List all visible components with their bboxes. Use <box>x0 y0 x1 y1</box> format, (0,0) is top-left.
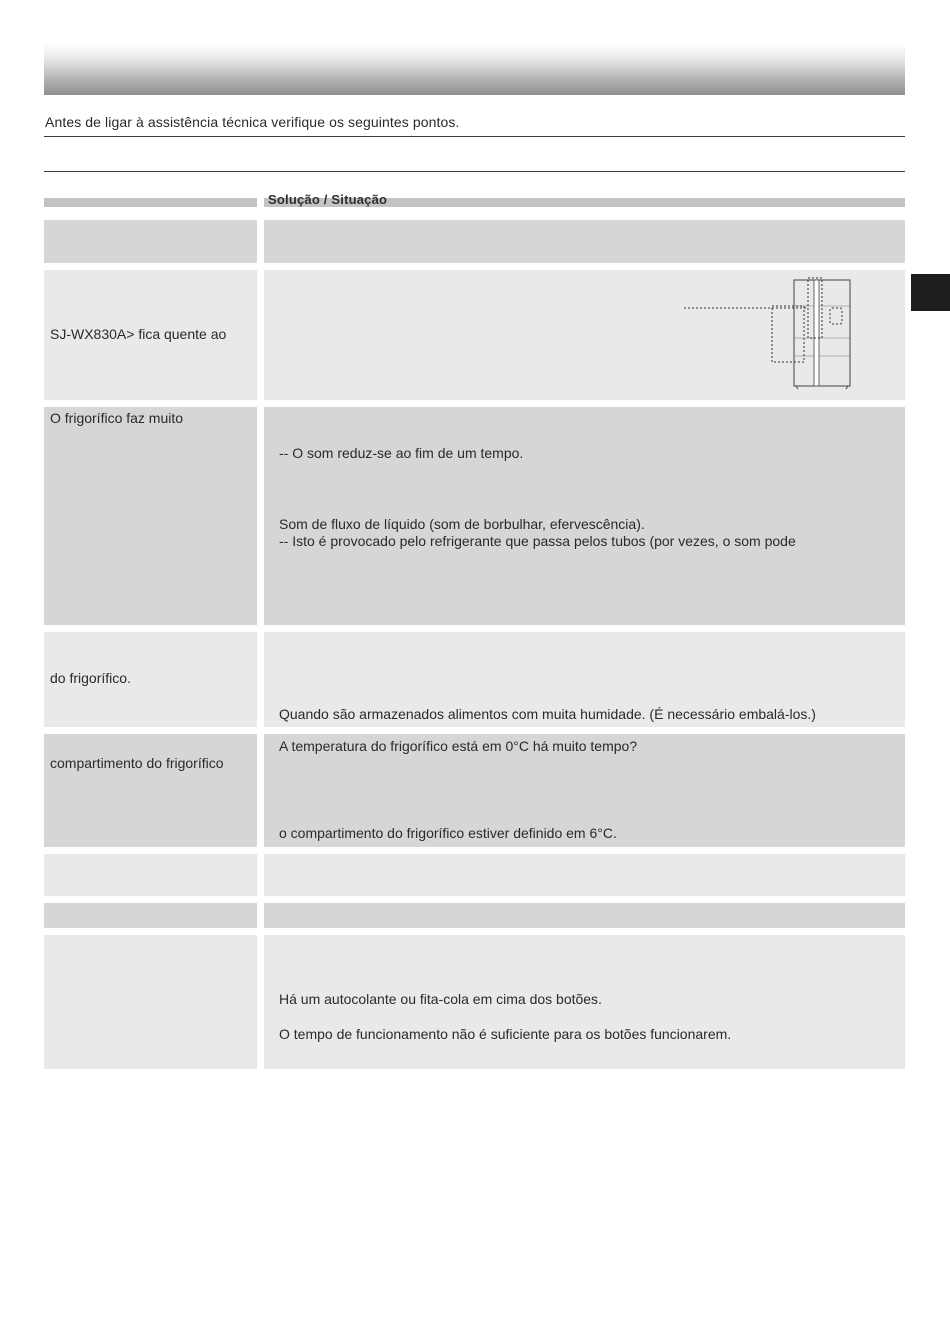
table-row-1-problem <box>44 220 257 263</box>
page-header-bar <box>44 44 905 95</box>
row-8-solution-line-2: O tempo de funcionamento não é suficiente para os botões funcionarem. <box>279 1026 732 1042</box>
row-3-problem-text: O frigorífico faz muito <box>50 410 184 426</box>
divider-bottom <box>44 171 905 172</box>
row-4-problem-text: do frigorífico. <box>50 670 131 686</box>
row-4-solution-line-1: Quando são armazenados alimentos com muita humidade. (É necessário embalá-los.) <box>279 706 816 722</box>
table-row-7-solution <box>264 903 905 928</box>
intro-text: Antes de ligar à assistência técnica verifique os seguintes pontos. <box>45 114 460 130</box>
column-header-solution-label: Solução / Situação <box>268 192 388 207</box>
table-row-6-problem <box>44 854 257 896</box>
table-row-5-problem <box>44 734 257 847</box>
table-row-1-solution <box>264 220 905 263</box>
row-5-problem-text: compartimento do frigorífico <box>50 755 224 771</box>
row-3-solution-line-1: -- O som reduz-se ao fim de um tempo. <box>279 445 524 461</box>
row-5-solution-line-1: A temperatura do frigorífico está em 0°C há muito tempo? <box>279 738 638 754</box>
table-row-6-solution <box>264 854 905 896</box>
row-3-solution-line-3: -- Isto é provocado pelo refrigerante que passa pelos tubos (por vezes, o som pode <box>279 533 796 549</box>
row-2-problem-text: SJ-WX830A> fica quente ao <box>50 326 227 342</box>
refrigerator-diagram-icon <box>684 276 856 391</box>
row-3-solution-line-2: Som de fluxo de líquido (som de borbulhar, efervescência). <box>279 516 645 532</box>
section-tab-marker <box>911 274 950 311</box>
table-row-7-problem <box>44 903 257 928</box>
divider-top <box>44 136 905 137</box>
row-5-solution-line-2: o compartimento do frigorífico estiver definido em 6°C. <box>279 825 617 841</box>
row-8-solution-line-1: Há um autocolante ou fita-cola em cima dos botões. <box>279 991 602 1007</box>
table-row-3-problem <box>44 407 257 625</box>
table-row-8-problem <box>44 935 257 1069</box>
column-header-problem <box>44 198 257 207</box>
